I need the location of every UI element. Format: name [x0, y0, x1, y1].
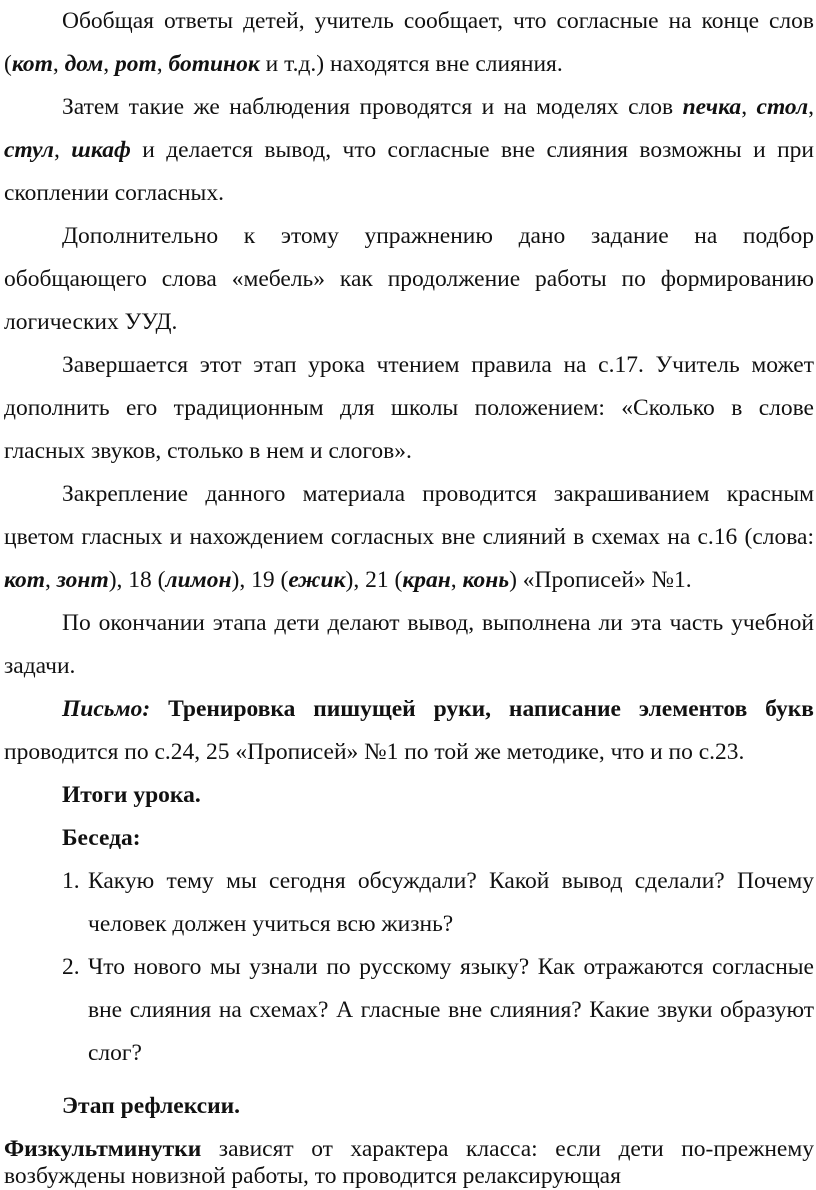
writing-title: Тренировка пишущей руки, написание элементов букв — [150, 696, 814, 722]
text: Обобщая ответы детей, учитель сообщает, что согласные на конце слов ( — [4, 8, 814, 77]
separator: , — [53, 137, 72, 163]
paragraph-furniture: Дополнительно к этому упражнению дано задание на подбор обобщающего слова «мебель» как продолжение работы по формированию логических УУД. — [4, 223, 814, 335]
writing-label: Письмо: — [62, 696, 151, 722]
example-word: кот — [4, 567, 46, 593]
example-word: дом — [64, 51, 104, 77]
conversation-heading-text: Беседа: — [62, 825, 141, 851]
reflection-heading — [0, 1085, 816, 1128]
example-word: ежик — [288, 567, 346, 593]
text: Затем такие же наблюдения проводятся и на моделях слов — [62, 94, 683, 120]
list-item — [0, 860, 816, 946]
separator: , — [52, 51, 65, 77]
example-word: стул — [4, 137, 54, 163]
separator: , — [103, 51, 115, 77]
separator: , — [808, 94, 815, 120]
example-word: зонт — [56, 567, 109, 593]
example-word: рот — [115, 51, 157, 77]
paragraph-conclusion: По окончании этапа дети делают вывод, выполнена ли эта часть учебной задачи. — [4, 610, 814, 679]
reflection-heading-text: Этап рефлексии. — [62, 1093, 241, 1119]
text: ), 21 ( — [345, 567, 403, 593]
text: и делается вывод, что согласные вне слияния возможны и при скоплении согласных. — [4, 137, 815, 206]
list-item — [0, 946, 816, 1075]
paragraph-rule: Завершается этот этап урока чтением правила на с.17. Учитель может дополнить его традиционным для школы положением: «Сколько в слове гласных звуков, столько в нем и слогов». — [4, 352, 814, 464]
example-word: стол — [756, 94, 809, 120]
separator: , — [741, 94, 757, 120]
paragraph-practice — [0, 473, 816, 602]
paragraph-writing — [0, 688, 816, 774]
text: зависят от характера класса: если дети по-прежнему возбуждены новизной работы, то проводится релаксирующая — [4, 1136, 814, 1189]
separator: , — [156, 51, 169, 77]
example-word: кот — [11, 51, 53, 77]
text: и т.д.) находятся вне слияния. — [259, 51, 563, 77]
list-text: Какую тему мы сегодня обсуждали? Какой вывод сделали? Почему человек должен учиться всю жизнь? — [88, 868, 814, 937]
paragraph-consonants-end — [0, 0, 816, 86]
list-number: 1. — [62, 868, 80, 894]
example-word: конь — [462, 567, 510, 593]
separator: , — [450, 567, 463, 593]
separator: , — [45, 567, 57, 593]
summary-heading — [0, 774, 816, 817]
example-word: ботинок — [168, 51, 260, 77]
spacer — [0, 1075, 816, 1085]
text: ), 18 ( — [108, 567, 166, 593]
text: ), 19 ( — [231, 567, 289, 593]
list-number: 2. — [62, 954, 80, 980]
conversation-heading — [0, 817, 816, 860]
list-text: Что нового мы узнали по русскому языку? Как отражаются согласные вне слияния на схемах? А гласные вне слияния? Какие звуки образуют слог? — [88, 954, 814, 1066]
example-word: кран — [402, 567, 451, 593]
text: ) «Прописей» №1. — [509, 567, 692, 593]
paragraph-models — [0, 86, 816, 215]
example-word: печка — [682, 94, 742, 120]
physical-breaks-term: Физкультминутки — [4, 1136, 202, 1162]
example-word: шкаф — [71, 137, 131, 163]
text: проводится по с.24, 25 «Прописей» №1 по той же методике, что и по с.23. — [4, 739, 745, 765]
text: Закрепление данного материала проводится закрашиванием красным цветом гласных и нахождением согласных вне слияний в схемах на с.16 (слова: — [4, 481, 814, 550]
example-word: лимон — [165, 567, 232, 593]
question-list — [0, 860, 816, 1075]
summary-heading-text: Итоги урока. — [62, 782, 201, 808]
